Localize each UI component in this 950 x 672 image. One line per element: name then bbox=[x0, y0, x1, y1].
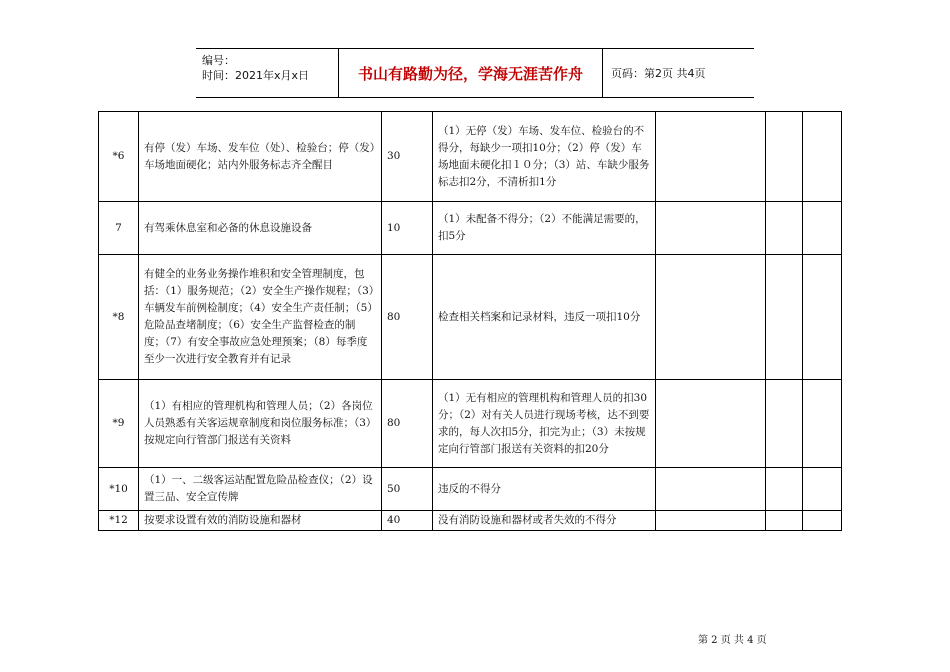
row-empty-cell bbox=[803, 511, 842, 531]
table-row bbox=[99, 202, 842, 255]
table-row bbox=[99, 112, 842, 202]
table-row bbox=[99, 511, 842, 531]
row-number: *9 bbox=[99, 380, 139, 468]
row-number: *10 bbox=[99, 468, 139, 511]
table-row bbox=[99, 468, 842, 511]
row-criteria: （1）未配备不得分；（2）不能满足需要的，扣5分 bbox=[433, 202, 656, 255]
row-empty-cell bbox=[766, 112, 803, 202]
row-criteria: 违反的不得分 bbox=[433, 468, 656, 511]
row-number: *6 bbox=[99, 112, 139, 202]
row-criteria: （1）无有相应的管理机构和管理人员的扣30分；（2）对有关人员进行现场考核，达不到要求的，每人次扣5分，扣完为止；（3）未按规定向行管部门报送有关资料的扣20分 bbox=[433, 380, 656, 468]
row-points: 80 bbox=[382, 380, 433, 468]
row-points: 40 bbox=[382, 511, 433, 531]
row-empty-cell bbox=[656, 112, 766, 202]
doc-time-label: 时间：2021年x月x日 bbox=[202, 69, 310, 82]
row-number: *8 bbox=[99, 255, 139, 380]
row-empty-cell bbox=[766, 468, 803, 511]
row-requirement: 有停（发）车场、发车位（处）、检验台；停（发）车场地面硬化；站内外服务标志齐全醒目 bbox=[139, 112, 382, 202]
row-empty-cell bbox=[803, 380, 842, 468]
row-points: 80 bbox=[382, 255, 433, 380]
row-empty-cell bbox=[803, 468, 842, 511]
assessment-table bbox=[98, 111, 842, 531]
row-number: *12 bbox=[99, 511, 139, 531]
row-criteria: 没有消防设施和器材或者失效的不得分 bbox=[433, 511, 656, 531]
row-empty-cell bbox=[656, 380, 766, 468]
header-info bbox=[196, 49, 339, 97]
row-criteria: （1）无停（发）车场、发车位、检验台的不得分，每缺少一项扣10分；（2）停（发）车场地面未硬化扣１０分；（3）站、车缺少服务标志扣2分，不清析扣1分 bbox=[433, 112, 656, 202]
row-empty-cell bbox=[656, 511, 766, 531]
row-empty-cell bbox=[766, 255, 803, 380]
row-points: 30 bbox=[382, 112, 433, 202]
row-criteria: 检查相关档案和记录材料，违反一项扣10分 bbox=[433, 255, 656, 380]
row-empty-cell bbox=[803, 255, 842, 380]
row-empty-cell bbox=[656, 468, 766, 511]
row-empty-cell bbox=[656, 255, 766, 380]
row-empty-cell bbox=[803, 202, 842, 255]
row-points: 50 bbox=[382, 468, 433, 511]
row-requirement: （1）一、二级客运站配置危险品检查仪；（2）设置三品、安全宣传牌 bbox=[139, 468, 382, 511]
doc-number-label: 编号： bbox=[202, 54, 235, 67]
page-footer: 第 2 页 共 4 页 bbox=[698, 635, 767, 646]
table-row bbox=[99, 380, 842, 468]
row-points: 10 bbox=[382, 202, 433, 255]
row-requirement: 按要求设置有效的消防设施和器材 bbox=[139, 511, 382, 531]
row-empty-cell bbox=[656, 202, 766, 255]
table-row bbox=[99, 255, 842, 380]
row-empty-cell bbox=[766, 380, 803, 468]
row-requirement: 有驾乘休息室和必备的休息设施设备 bbox=[139, 202, 382, 255]
row-empty-cell bbox=[766, 511, 803, 531]
row-number: 7 bbox=[99, 202, 139, 255]
page-header bbox=[196, 48, 754, 98]
header-page-label: 页码：第2页 共4页 bbox=[611, 67, 706, 80]
row-requirement: 有健全的业务业务操作堆积和安全管理制度，包括：（1）服务规范；（2）安全生产操作规程；（3）车辆发车前例检制度；（4）安全生产责任制；（5）危险品查堵制度；（6）安全生产监督检查的制度；（7）有安全事故应急处理预案；（8）每季度至少一次进行安全教育并有记录 bbox=[139, 255, 382, 380]
row-requirement: （1）有相应的管理机构和管理人员；（2）各岗位人员熟悉有关客运规章制度和岗位服务标准；（3）按规定向行管部门报送有关资料 bbox=[139, 380, 382, 468]
header-motto: 书山有路勤为径，学海无涯苦作舟 bbox=[339, 49, 603, 97]
row-empty-cell bbox=[766, 202, 803, 255]
row-empty-cell bbox=[803, 112, 842, 202]
